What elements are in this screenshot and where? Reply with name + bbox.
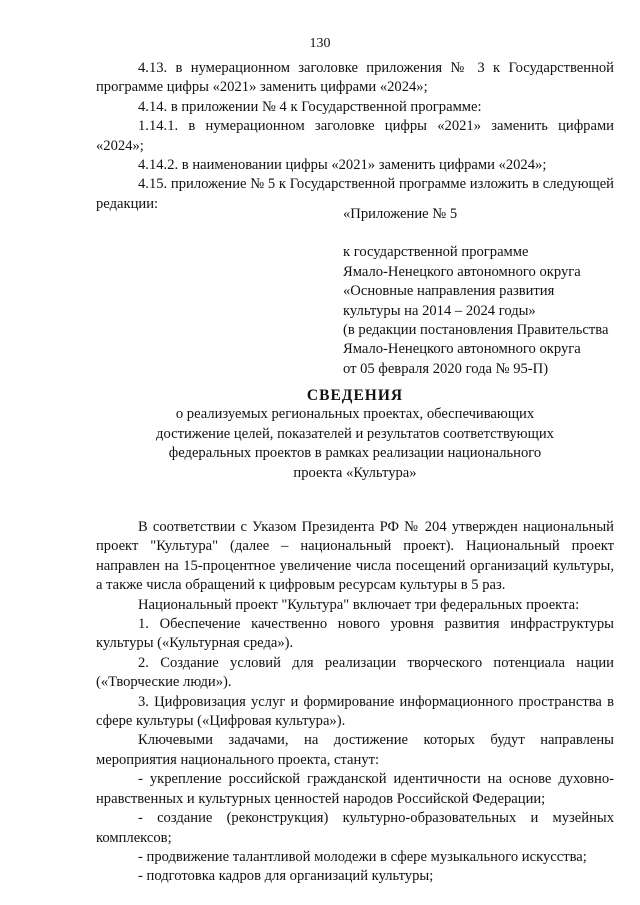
intro-paragraph: В соответствии с Указом Президента РФ № 204 утвержден национальный проект "Культура" (далее – национальный проект). Национальный проект направлен на 15-процентное увеличение числа посещений организаций культуры, а также числа обращений к цифровым ресурсам культуры в 5 раз. [96,519,614,594]
main-text-block [96,518,614,887]
appendix-block [343,205,633,379]
federal-project-item: 1. Обеспечение качественно нового уровня развития инфраструктуры культуры («Культурная среда»). [96,616,614,652]
heading-title: СВЕДЕНИЯ [306,387,404,404]
amendment-item: 4.15. приложение № 5 к Государственной программе изложить в следующей редакции: [96,176,614,212]
federal-project-item: 3. Цифровизация услуг и формирование информационного пространства в сфере культуры («Цифровая культура»). [96,693,614,730]
appendix-line: от 05 февраля 2020 года № 95-П) [343,360,549,377]
federal-project-item: 2. Создание условий для реализации творческого потенциала нации («Творческие люди»). [96,654,614,691]
task-item: - укрепление российской гражданской идентичности на основе духовно-нравственных и культурных ценностей народов Российской Федерации; [96,771,614,807]
task-item: - создание (реконструкция) культурно-образовательных и музейных комплексов; [96,810,614,846]
amendments-block [96,59,614,214]
amendment-item: 4.14.2. в наименовании цифры «2021» заменить цифрами «2024»; [138,157,547,174]
appendix-title: «Приложение № 5 [343,206,458,222]
appendix-line: (в редакции постановления Правительства [343,322,609,339]
federal-intro-paragraph: Национальный проект "Культура" включает три федеральных проекта: [138,596,580,613]
appendix-line: «Основные направления развития [343,283,555,300]
appendix-line: Ямало-Ненецкого автономного округа [343,263,581,280]
heading-line: достижение целей, показателей и результатов соответствующих [156,425,554,442]
amendment-item: 1.14.1. в нумерационном заголовке цифры «2021» заменить цифрами «2024»; [96,118,614,154]
page-number: 130 [309,36,331,51]
heading-line: проекта «Культура» [293,464,417,481]
amendment-item: 4.13. в нумерационном заголовке приложения № 3 к Государственной программе цифры «2021» заменить цифрами «2024»; [96,60,614,96]
heading-line: о реализуемых региональных проектах, обеспечивающих [175,406,535,423]
section-heading [96,386,614,483]
task-item: - продвижение талантливой молодежи в сфере музыкального искусства; [138,848,587,865]
appendix-line: культуры на 2014 – 2024 годы» [343,302,536,319]
appendix-line: к государственной программе [343,244,529,261]
task-item: - подготовка кадров для организаций культуры; [138,868,434,885]
heading-line: федеральных проектов в рамках реализации национального [168,445,542,462]
appendix-line: Ямало-Ненецкого автономного округа [343,341,581,358]
tasks-intro-paragraph: Ключевыми задачами, на достижение которых будут направлены мероприятия национального проекта, станут: [96,732,614,768]
amendment-item: 4.14. в приложении № 4 к Государственной программе: [138,98,482,115]
